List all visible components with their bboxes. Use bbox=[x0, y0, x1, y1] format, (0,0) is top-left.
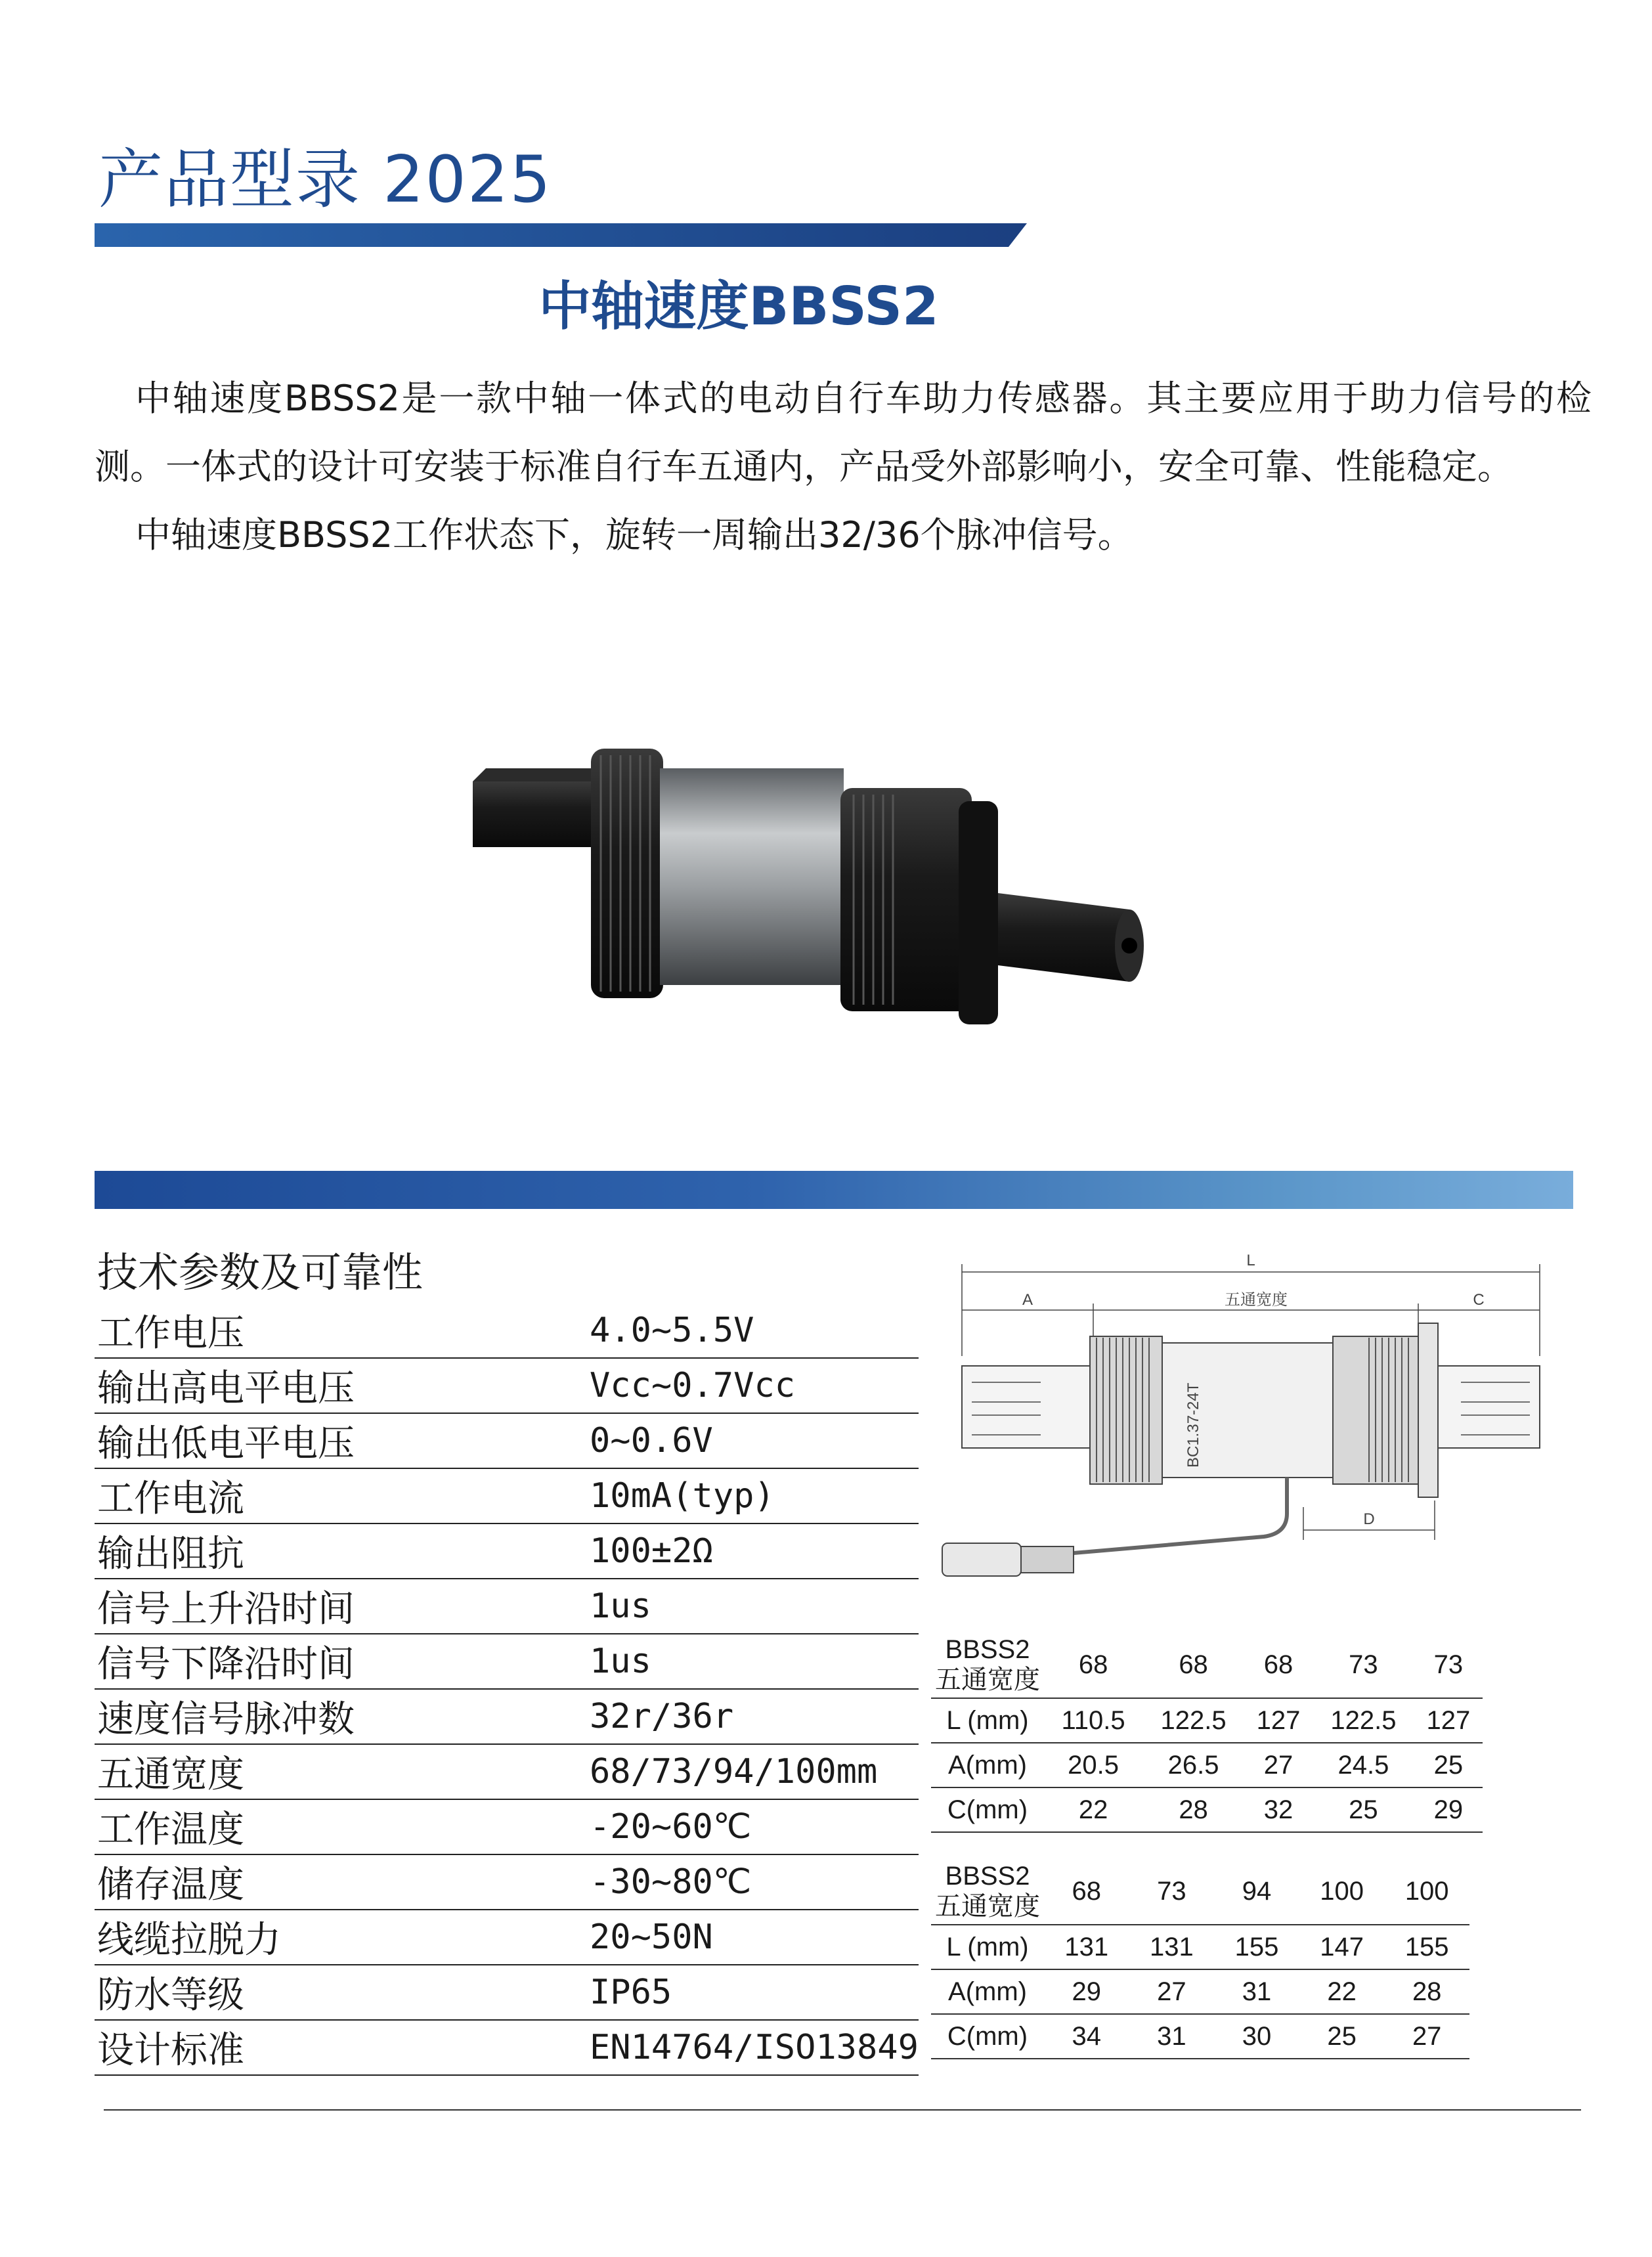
spec-row bbox=[95, 1910, 919, 1965]
bb-width-value: 100 bbox=[1384, 1858, 1469, 1925]
dimension-cell: 22 bbox=[1044, 1787, 1142, 1832]
spec-value: IP65 bbox=[583, 1965, 919, 2020]
spec-value: 10mA(typ) bbox=[583, 1468, 919, 1523]
dimension-cell: 32 bbox=[1244, 1787, 1313, 1832]
dimension-cell: 27 bbox=[1384, 2014, 1469, 2059]
spec-value: -20~60℃ bbox=[583, 1799, 919, 1854]
right-spindle bbox=[998, 893, 1144, 982]
dimension-drawing bbox=[923, 1244, 1579, 1612]
dimension-row-label: A(mm) bbox=[931, 1743, 1044, 1787]
spec-label: 防水等级 bbox=[95, 1965, 583, 2020]
dimension-cell: 147 bbox=[1299, 1925, 1385, 1969]
specs-table bbox=[95, 1304, 919, 2076]
spec-value: -30~80℃ bbox=[583, 1854, 919, 1910]
header-accent-bar bbox=[95, 223, 1027, 247]
spec-row bbox=[95, 1634, 919, 1689]
spec-label: 线缆拉脱力 bbox=[95, 1910, 583, 1965]
spec-row bbox=[95, 1854, 919, 1910]
spec-row bbox=[95, 1965, 919, 2020]
dimension-row bbox=[931, 1743, 1483, 1787]
dimension-row bbox=[931, 1969, 1469, 2014]
dimension-cell: 31 bbox=[1129, 2014, 1215, 2059]
spec-label: 输出阻抗 bbox=[95, 1523, 583, 1579]
label-bb-width: 五通宽度 bbox=[1225, 1291, 1288, 1309]
bb-width-value: 73 bbox=[1414, 1632, 1483, 1698]
spec-value: 20~50N bbox=[583, 1910, 919, 1965]
dimension-cell: 27 bbox=[1244, 1743, 1313, 1787]
dimension-table bbox=[931, 1858, 1469, 2059]
bb-width-value: 94 bbox=[1214, 1858, 1299, 1925]
specs-title: 技术参数及可靠性 bbox=[97, 1248, 424, 1296]
dimension-cell: 28 bbox=[1384, 1969, 1469, 2014]
dimension-cell: 127 bbox=[1414, 1698, 1483, 1743]
dimension-cell: 26.5 bbox=[1142, 1743, 1244, 1787]
left-cup-thread bbox=[591, 749, 663, 998]
label-D: D bbox=[1363, 1510, 1375, 1528]
bb-width-value: 68 bbox=[1244, 1632, 1313, 1698]
spec-label: 信号上升沿时间 bbox=[95, 1579, 583, 1634]
dimension-cell: 34 bbox=[1044, 2014, 1129, 2059]
spec-label: 工作电流 bbox=[95, 1468, 583, 1523]
dimension-row bbox=[931, 1698, 1483, 1743]
spec-label: 输出高电平电压 bbox=[95, 1358, 583, 1413]
dimension-cell: 110.5 bbox=[1044, 1698, 1142, 1743]
dimension-row bbox=[931, 1787, 1483, 1832]
dimension-cell: 131 bbox=[1044, 1925, 1129, 1969]
dimension-cell: 25 bbox=[1299, 2014, 1385, 2059]
spec-label: 信号下降沿时间 bbox=[95, 1634, 583, 1689]
spec-value: 32r/36r bbox=[583, 1689, 919, 1744]
dimension-row-label: L (mm) bbox=[931, 1698, 1044, 1743]
bb-width-label: 五通宽度 bbox=[935, 1892, 1040, 1921]
spec-label: 设计标准 bbox=[95, 2020, 583, 2075]
model-name: BBSS2 bbox=[945, 1862, 1030, 1891]
bb-width-label: 五通宽度 bbox=[935, 1665, 1040, 1694]
spec-row bbox=[95, 1689, 919, 1744]
dimension-cell: 24.5 bbox=[1313, 1743, 1414, 1787]
dimension-row-label: C(mm) bbox=[931, 2014, 1044, 2059]
spec-value: Vcc~0.7Vcc bbox=[583, 1358, 919, 1413]
spec-value: 100±2Ω bbox=[583, 1523, 919, 1579]
catalog-title: 产品型录 2025 bbox=[98, 142, 552, 217]
description-paragraph: 中轴速度BBSS2工作状态下，旋转一周输出32/36个脉冲信号。 bbox=[135, 514, 1133, 556]
dimension-row-label: A(mm) bbox=[931, 1969, 1044, 2014]
dimension-cell: 30 bbox=[1214, 2014, 1299, 2059]
dimension-header-row bbox=[931, 1632, 1483, 1698]
dimension-cell: 122.5 bbox=[1313, 1698, 1414, 1743]
footer-divider bbox=[104, 2109, 1581, 2111]
spec-row bbox=[95, 1304, 919, 1358]
spec-row bbox=[95, 1579, 919, 1634]
spec-label: 速度信号脉冲数 bbox=[95, 1689, 583, 1744]
dimension-cell: 25 bbox=[1313, 1787, 1414, 1832]
spec-row bbox=[95, 2020, 919, 2075]
label-L: L bbox=[1246, 1252, 1255, 1269]
dimension-row-label: L (mm) bbox=[931, 1925, 1044, 1969]
spec-row bbox=[95, 1744, 919, 1799]
model-name: BBSS2 bbox=[945, 1635, 1030, 1664]
dimension-row-label: C(mm) bbox=[931, 1787, 1044, 1832]
bb-width-value: 68 bbox=[1142, 1632, 1244, 1698]
label-C: C bbox=[1473, 1291, 1485, 1309]
dimension-cell: 31 bbox=[1214, 1969, 1299, 2014]
bottom-bracket-product-image bbox=[460, 729, 1156, 1044]
section-divider-bar bbox=[95, 1171, 1573, 1209]
dimension-header-row bbox=[931, 1858, 1469, 1925]
bb-width-value: 73 bbox=[1313, 1632, 1414, 1698]
spec-value: 4.0~5.5V bbox=[583, 1304, 919, 1358]
right-cup-thread bbox=[840, 788, 998, 1024]
left-spindle bbox=[473, 768, 598, 847]
dimension-cell: 20.5 bbox=[1044, 1743, 1142, 1787]
dimension-cell: 29 bbox=[1044, 1969, 1129, 2014]
spec-value: 1us bbox=[583, 1579, 919, 1634]
bb-width-value: 73 bbox=[1129, 1858, 1215, 1925]
spec-label: 储存温度 bbox=[95, 1854, 583, 1910]
bb-width-value: 68 bbox=[1044, 1632, 1142, 1698]
spec-row bbox=[95, 1799, 919, 1854]
dimension-cell: 122.5 bbox=[1142, 1698, 1244, 1743]
dimension-cell: 25 bbox=[1414, 1743, 1483, 1787]
product-description bbox=[95, 364, 1592, 569]
dimension-cell: 127 bbox=[1244, 1698, 1313, 1743]
dimension-cell: 22 bbox=[1299, 1969, 1385, 2014]
dimension-cell: 28 bbox=[1142, 1787, 1244, 1832]
dimension-header-label bbox=[931, 1632, 1044, 1698]
spec-label: 工作电压 bbox=[95, 1304, 583, 1358]
spec-row bbox=[95, 1413, 919, 1468]
spec-value: 68/73/94/100mm bbox=[583, 1744, 919, 1799]
spec-row bbox=[95, 1468, 919, 1523]
dimension-cell: 131 bbox=[1129, 1925, 1215, 1969]
spec-label: 工作温度 bbox=[95, 1799, 583, 1854]
product-title: 中轴速度BBSS2 bbox=[538, 276, 939, 337]
bb-width-value: 100 bbox=[1299, 1858, 1385, 1925]
dimension-cell: 27 bbox=[1129, 1969, 1215, 2014]
dimension-row bbox=[931, 1925, 1469, 1969]
thread-spec-left: BC1.37-24T bbox=[1185, 1382, 1202, 1468]
spec-row bbox=[95, 1523, 919, 1579]
label-A: A bbox=[1022, 1291, 1033, 1309]
dimension-row bbox=[931, 2014, 1469, 2059]
dimension-cell: 29 bbox=[1414, 1787, 1483, 1832]
dimension-cell: 155 bbox=[1214, 1925, 1299, 1969]
dimension-cell: 155 bbox=[1384, 1925, 1469, 1969]
spec-value: 1us bbox=[583, 1634, 919, 1689]
spec-label: 输出低电平电压 bbox=[95, 1413, 583, 1468]
dimension-header-label bbox=[931, 1858, 1044, 1925]
description-paragraph: 中轴速度BBSS2是一款中轴一体式的电动自行车助力传感器。其主要应用于助力信号的检测。一体式的设计可安装于标准自行车五通内，产品受外部影响小，安全可靠、性能稳定。 bbox=[95, 378, 1592, 487]
spec-value: EN14764/ISO13849 bbox=[583, 2020, 919, 2075]
dimension-table bbox=[931, 1632, 1483, 1833]
spec-label: 五通宽度 bbox=[95, 1744, 583, 1799]
spec-row bbox=[95, 1358, 919, 1413]
bb-width-value: 68 bbox=[1044, 1858, 1129, 1925]
spec-value: 0~0.6V bbox=[583, 1413, 919, 1468]
center-cylinder bbox=[660, 768, 844, 985]
